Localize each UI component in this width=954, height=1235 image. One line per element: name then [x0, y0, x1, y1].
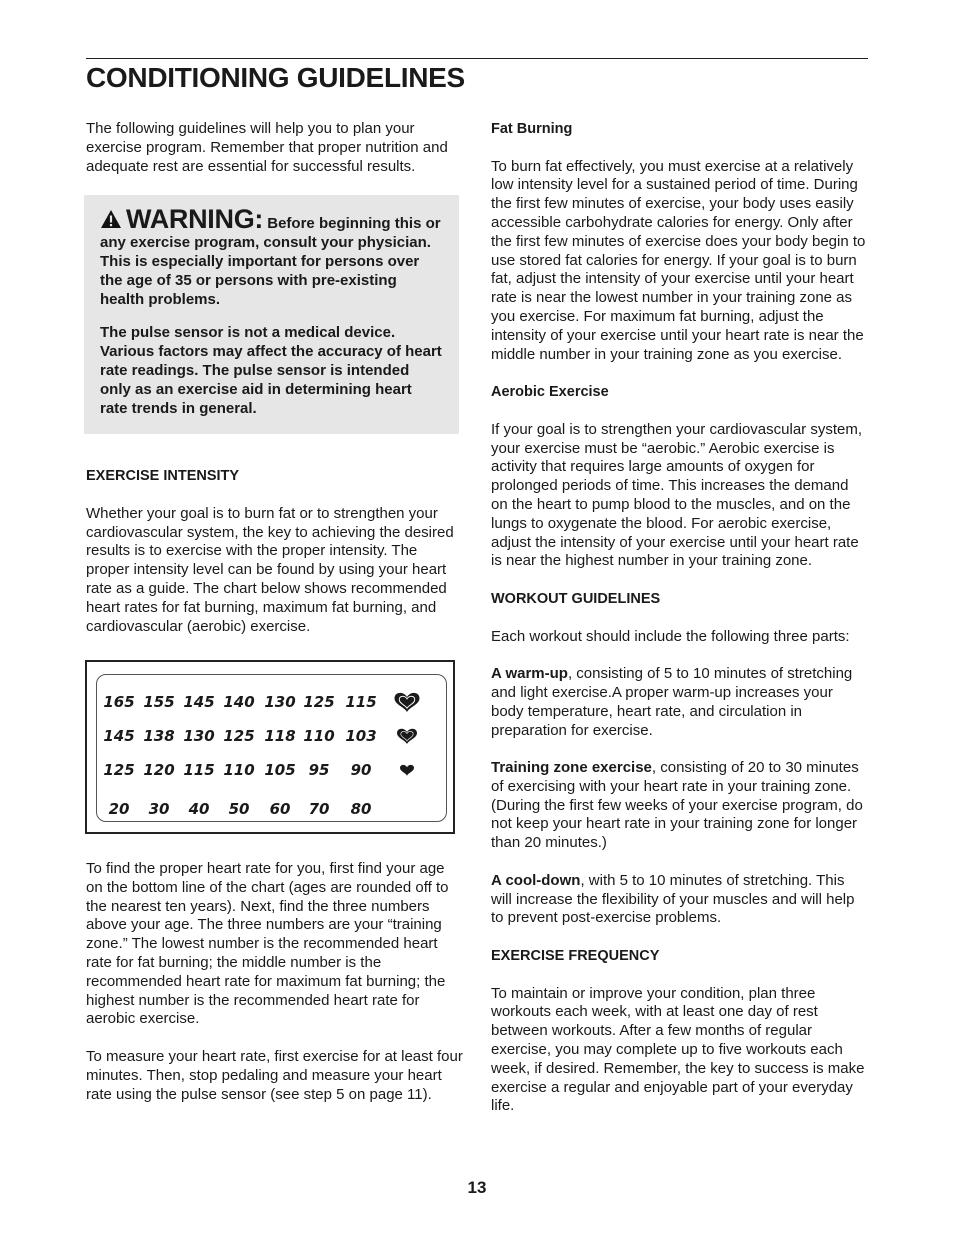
- top-rule: [86, 58, 868, 59]
- chart-value: 105: [264, 761, 296, 779]
- chart-age-label: 20: [108, 800, 130, 818]
- chart-value: 110: [223, 761, 255, 779]
- chart-value: 115: [345, 693, 377, 711]
- warmup-paragraph: [491, 665, 869, 740]
- fat-burning-heading: Fat Burning: [491, 121, 573, 137]
- heart-small-icon: [400, 765, 414, 776]
- chart-value: 125: [223, 727, 255, 745]
- chart-value: 155: [143, 693, 175, 711]
- chart-age-label: 30: [148, 800, 170, 818]
- chart-age-label: 50: [228, 800, 250, 818]
- chart-value: 145: [103, 727, 135, 745]
- aerobic-exercise-heading: Aerobic Exercise: [491, 384, 609, 401]
- training-zone-paragraph: [491, 759, 869, 853]
- chart-value: 140: [223, 693, 255, 711]
- chart-value: 115: [183, 761, 215, 779]
- heart-large-icon: [395, 693, 420, 712]
- chart-value: 130: [264, 693, 296, 711]
- measure-rate-paragraph: To measure your heart rate, first exercise for at least four minutes. Then, stop pedaling and measure your heart rate using the pulse sensor (see step 5 on page 11).: [86, 1047, 463, 1103]
- warning-triangle-icon: [100, 209, 122, 229]
- warmup-lead: A warm-up: [491, 665, 568, 683]
- chart-value: 120: [143, 761, 175, 779]
- chart-age-label: 80: [350, 800, 372, 818]
- left-column-lower: [86, 860, 464, 1123]
- warning-paragraph: [100, 204, 443, 309]
- warning-text: Before beginning this or any exercise program, consult your physician. This is especially important for persons over the age of 35 or persons with pre-existing health problems.: [100, 215, 441, 309]
- chart-value: 103: [345, 727, 377, 745]
- chart-value: 110: [303, 727, 335, 745]
- page-title: CONDITIONING GUIDELINES: [86, 62, 465, 93]
- warning-title: WARNING:: [126, 204, 264, 235]
- page-number: 13: [467, 1178, 487, 1197]
- chart-value: 118: [264, 727, 296, 745]
- intro-paragraph: The following guidelines will help you to plan your exercise program. Remember that proper nutrition and adequate rest are essential for successful results.: [86, 120, 448, 175]
- chart-value: 138: [143, 727, 175, 745]
- workout-intro: Each workout should include the following three parts:: [491, 627, 850, 645]
- exercise-frequency-text: To maintain or improve your condition, plan three workouts each week, with at least one day of rest between workouts. After a few months of regular exercise, you may complete up to five workouts each week, if desired. Remember, the key to success is make exercise a regular and enjoyable part of your everyday life.: [491, 984, 865, 1115]
- chart-value: 125: [103, 761, 135, 779]
- left-column: [86, 120, 464, 655]
- cooldown-lead: A cool-down: [491, 871, 581, 889]
- chart-value: 95: [308, 761, 330, 779]
- chart-value: 90: [350, 761, 372, 779]
- exercise-intensity-heading: EXERCISE INTENSITY: [86, 468, 240, 485]
- warmup-text: , consisting of 5 to 10 minutes of stretching and light exercise.A proper warm-up increases your body temperature, heart rate, and circulation in preparation for exercise.: [491, 665, 853, 739]
- chart-value: 130: [183, 727, 215, 745]
- cooldown-text: , with 5 to 10 minutes of stretching. This will increase the flexibility of your muscles and will help to prevent post-exercise problems.: [491, 871, 855, 927]
- cooldown-paragraph: [491, 872, 869, 928]
- right-column: [491, 120, 869, 1135]
- chart-age-label: 40: [188, 800, 210, 818]
- heart-rate-chart: [85, 660, 455, 834]
- aerobic-exercise-text: If your goal is to strengthen your cardiovascular system, your exercise must be “aerobic.” Aerobic exercise is activity that requires large amounts of oxygen for prolonged periods of time. This increases the demand on the heart to pump blood to the muscles, and on the lungs to oxygenate the blood. For aerobic exercise, adjust the intensity of your exercise until your heart rate is near the highest number in your training zone.: [491, 420, 863, 570]
- pulse-sensor-note: The pulse sensor is not a medical device. Various factors may affect the accuracy of heart rate readings. The pulse sensor is intended only as an exercise aid in determining heart rate trends in general.: [100, 324, 442, 418]
- chart-age-label: 70: [308, 800, 330, 818]
- exercise-intensity-text: Whether your goal is to burn fat or to strengthen your cardiovascular system, the key to achieving the desired results is to exercise with the proper intensity. The proper intensity level can be found by using your heart rate as a guide. The chart below shows recommended heart rates for fat burning, maximum fat burning, and cardiovascular (aerobic) exercise.: [86, 504, 454, 635]
- warning-box: [84, 195, 459, 434]
- chart-value: 125: [303, 693, 335, 711]
- chart-value: 145: [183, 693, 215, 711]
- exercise-frequency-heading: EXERCISE FREQUENCY: [491, 948, 660, 965]
- workout-guidelines-heading: WORKOUT GUIDELINES: [491, 590, 661, 607]
- chart-value: 165: [103, 693, 135, 711]
- heart-medium-icon: [397, 729, 417, 744]
- fat-burning-text: To burn fat effectively, you must exercise at a relatively low intensity level for a sustained period of time. During the first few minutes of exercise, your body uses easily accessible carbohydrate calories for energy. Only after the first few minutes of exercise does your body begin to use stored fat calories for energy. If your goal is to burn fat, adjust the intensity of your exercise until your heart rate is near the lowest number in your training zone as you exercise. For maximum fat burning, adjust the intensity of your exercise until your heart rate is near the middle number in your training zone as you exercise.: [491, 157, 866, 363]
- chart-age-label: 60: [269, 800, 291, 818]
- training-zone-lead: Training zone exercise: [491, 759, 652, 777]
- training-zone-text: , consisting of 20 to 30 minutes of exercising with your heart rate in your training zone. (During the first few weeks of your exercise program, do not keep your heart rate in your training zone for longer than 20 minutes.): [491, 759, 863, 852]
- heart-rate-chart-svg: [87, 662, 453, 832]
- find-rate-paragraph: To find the proper heart rate for you, first find your age on the bottom line of the chart (ages are rounded off to the nearest ten years). Next, find the three numbers above your age. The three numbers are your “training zone.” The lowest number is the recommended heart rate for fat burning; the middle number is the recommended heart rate for maximum fat burning; the highest number is the recommended heart rate for aerobic exercise.: [86, 860, 449, 1028]
